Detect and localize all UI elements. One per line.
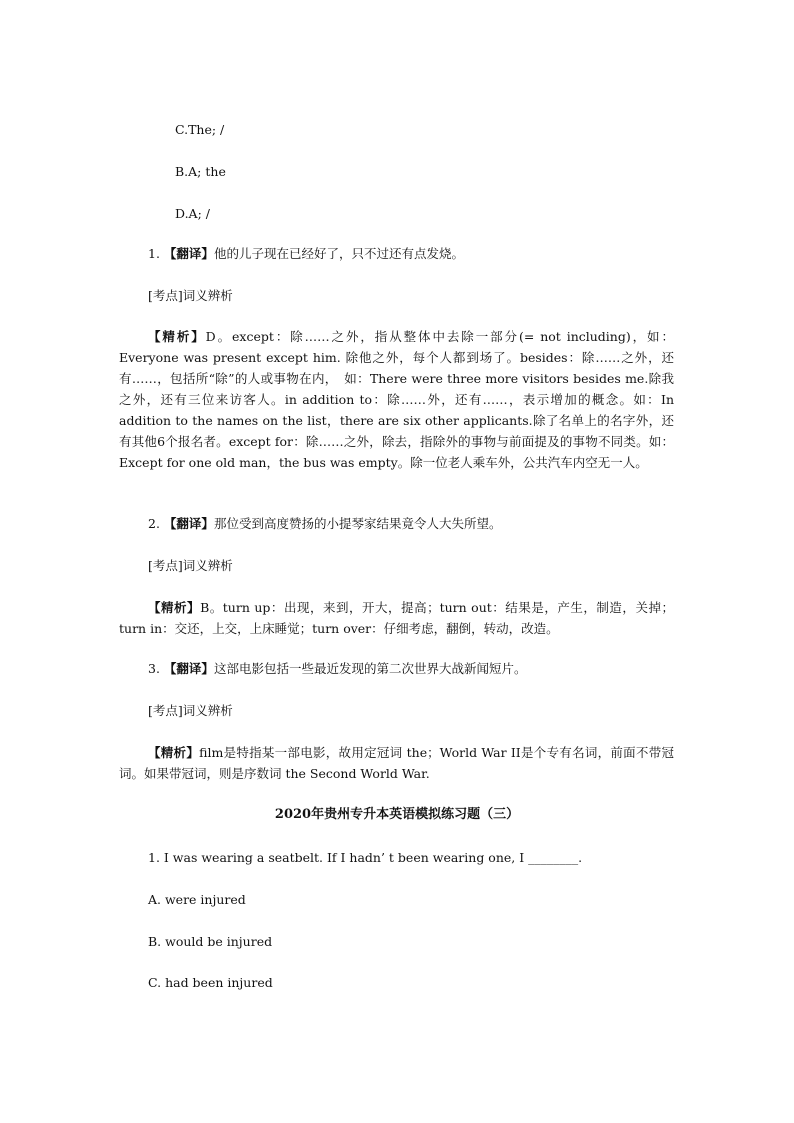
analysis-2: 【精析】B。turn up：出现，来到，开大，提高；turn out：结果是，产生，制造，关掉；turn in：交还，上交，上床睡觉；turn over：仔细考虑，翻倒，转动，改造。 (119, 600, 674, 636)
analysis-3: 【精析】film是特指某一部电影，故用定冠词 the；World War II是个专有名词，前面不带冠词。如果带冠词，则是序数词 the Second World War. (119, 745, 674, 781)
analysis-1: 【精析】D。except：除……之外，指从整体中去除一部分(= not including)，如：Everyone was present except him. 除他之外，每个人都到场了。besides：除……之外，还有……，包括所“除”的人或事物在内， 如：There were three more visitors besides me.除我之外，还有三位来访客人。in addition to：除……外，还有……，表示增加的概念。如：In addition to the names on the list，there are six other applicants.除了名单上的名字外，还有其他6个报名者。except for：除……之外，除去，指除外的事物与前面提及的事物不同类。如：Except for one old man，the bus was empty。除一位老人乘车外，公共汽车内空无一人。 (119, 329, 674, 470)
translation-2: 2. 【翻译】那位受到高度赞扬的小提琴家结果竟令人大失所望。 (148, 516, 502, 531)
answer-option-b: B. would be injured (148, 934, 273, 949)
option-b: B.A; the (175, 164, 226, 179)
translation-3: 3. 【翻译】这部电影包括一些最近发现的第二次世界大战新闻短片。 (148, 661, 527, 676)
kaodian-1: [考点]词义辨析 (148, 288, 233, 303)
section-title: 2020年贵州专升本英语模拟练习题（三） (274, 807, 520, 822)
option-c: C.The; / (175, 122, 225, 137)
answer-option-a: A. were injured (148, 892, 246, 907)
question-1: 1. I was wearing a seatbelt. If I hadn’ t been wearing one, I ________. (148, 850, 583, 865)
kaodian-3: [考点]词义辨析 (148, 703, 233, 718)
translation-1: 1. 【翻译】他的儿子现在已经好了，只不过还有点发烧。 (148, 246, 464, 261)
answer-option-c: C. had been injured (148, 975, 273, 990)
kaodian-2: [考点]词义辨析 (148, 558, 233, 573)
option-d: D.A; / (175, 206, 210, 221)
